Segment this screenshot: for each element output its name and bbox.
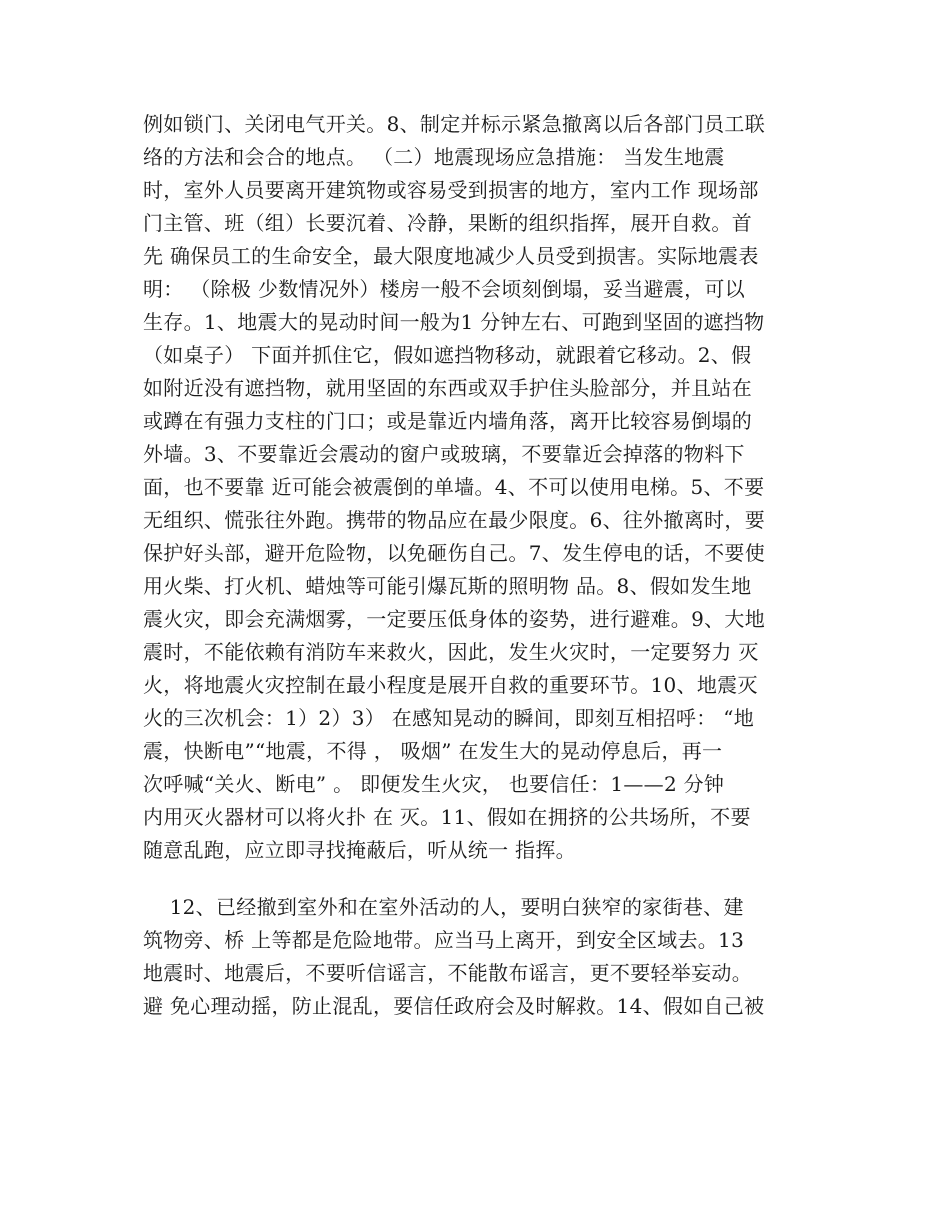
text-line: 例如锁门、关闭电气开关。8、制定并标示紧急撤离以后各部门员工联 — [143, 112, 766, 136]
text-line: 外墙。3、不要靠近会震动的窗户或玻璃，不要靠近会掉落的物料下 — [143, 442, 745, 466]
text-line: 时，室外人员要离开建筑物或容易受到损害的地方，室内工作 现场部 — [143, 178, 759, 202]
text-line: 随意乱跑，应立即寻找掩蔽后，听从统一 指挥。 — [143, 838, 576, 862]
text-line: 先 确保员工的生命安全，最大限度地减少人员受到损害。实际地震表 — [143, 244, 759, 268]
text-line: 或蹲在有强力支柱的门口；或是靠近内墙角落，离开比较容易倒塌的 — [143, 409, 752, 433]
text-line: 火的三次机会：1）2）3） 在感知晃动的瞬间，即刻互相招呼： “地 — [143, 706, 755, 730]
text-line: 如附近没有遮挡物，就用坚固的东西或双手护住头脸部分，并且站在 — [143, 376, 752, 400]
document-body — [143, 108, 813, 1023]
text-line: 次呼喊“关火、断电” 。 即便发生火灾， 也要信任：1——2 分钟 — [143, 772, 725, 796]
text-line: 火，将地震火灾控制在最小程度是展开自救的重要环节。10、地震灭 — [143, 673, 758, 697]
text-line: 明： （除极 少数情况外）楼房一般不会顷刻倒塌，妥当避震，可以 — [143, 277, 746, 301]
text-line: 震，快断电”“地震，不得 ， 吸烟” 在发生大的晃动停息后，再一 — [143, 739, 723, 763]
text-line: 地震时、地震后，不要听信谣言，不能散布谣言，更不要轻举妄动。 — [143, 961, 752, 985]
text-line: 12、已经撤到室外和在室外活动的人，要明白狭窄的家街巷、建 — [143, 895, 744, 919]
text-line: 无组织、慌张往外跑。携带的物品应在最少限度。6、往外撤离时，要 — [143, 508, 766, 532]
text-line: 保护好头部，避开危险物，以免砸伤自己。7、发生停电的话，不要使 — [143, 541, 766, 565]
paragraph-1 — [143, 108, 813, 867]
text-line: 筑物旁、桥 上等都是危险地带。应当马上离开，到安全区域去。13 — [143, 928, 745, 952]
text-line: 络的方法和会合的地点。 （二）地震现场应急措施： 当发生地震 — [143, 145, 725, 169]
text-line: 震火灾，即会充满烟雾，一定要压低身体的姿势，进行避难。9、大地 — [143, 607, 766, 631]
text-line: 生存。1、地震大的晃动时间一般为1 分钟左右、可跑到坚固的遮挡物 — [143, 310, 765, 334]
paragraph-spacer — [143, 867, 813, 891]
text-line: 震时，不能依赖有消防车来救火，因此，发生火灾时，一定要努力 灭 — [143, 640, 759, 664]
text-line: 门主管、班（组）长要沉着、冷静，果断的组织指挥，展开自救。首 — [143, 211, 752, 235]
text-line: 内用灭火器材可以将火扑 在 灭。11、假如在拥挤的公共场所，不要 — [143, 805, 751, 829]
text-line: 面，也不要靠 近可能会被震倒的单墙。4、不可以使用电梯。5、不要 — [143, 475, 765, 499]
paragraph-2 — [143, 891, 813, 1023]
text-line: （如桌子） 下面并抓住它，假如遮挡物移动，就跟着它移动。2、假 — [143, 343, 752, 367]
text-line: 避 免心理动摇，防止混乱，要信任政府会及时解救。14、假如自己被 — [143, 994, 765, 1018]
text-line: 用火柴、打火机、蜡烛等可能引爆瓦斯的照明物 品。8、假如发生地 — [143, 574, 752, 598]
